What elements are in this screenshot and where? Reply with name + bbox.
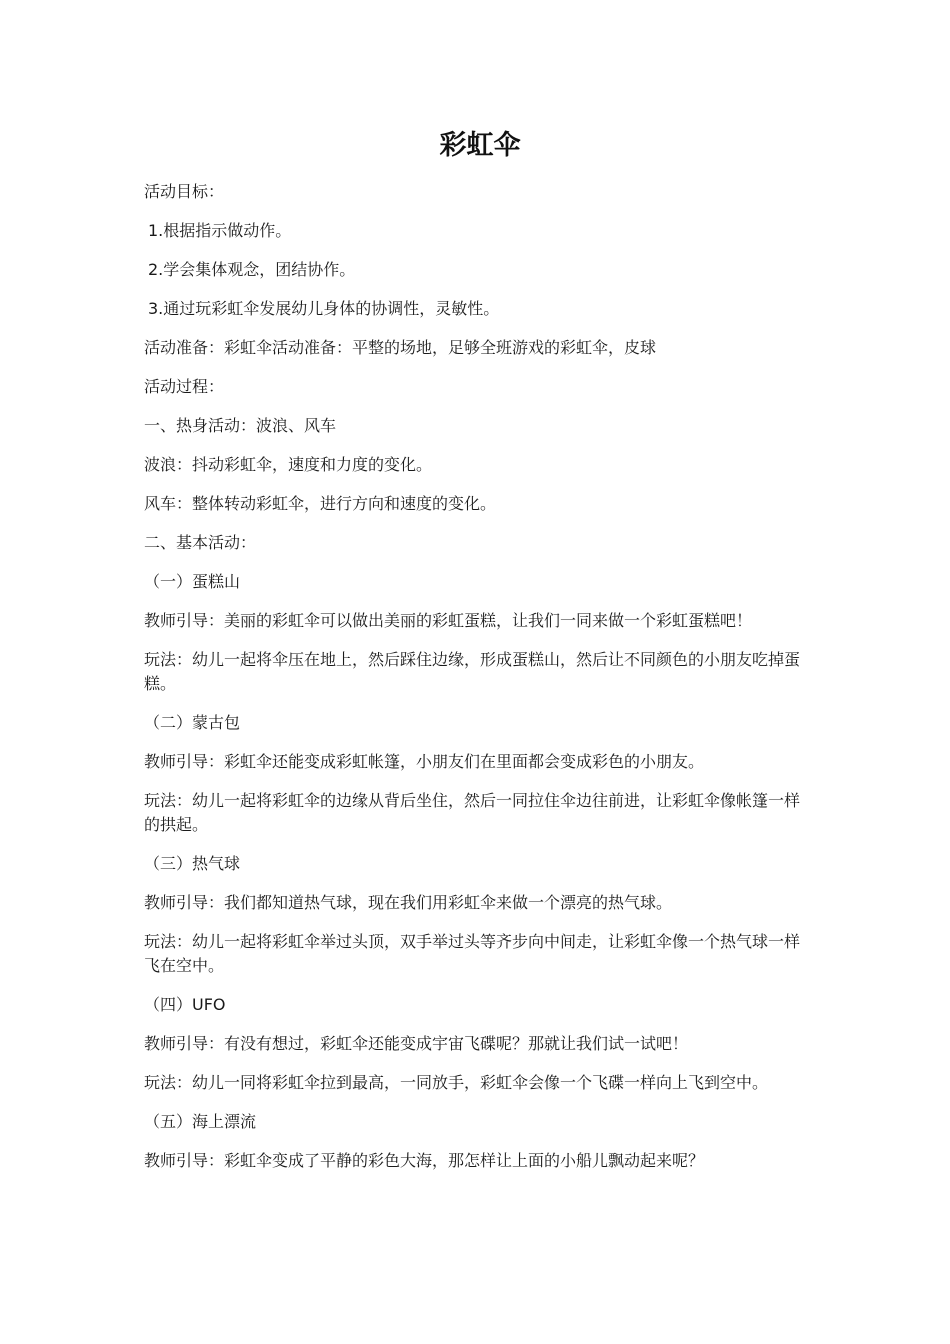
paragraph-ufo-heading: （四）UFO	[144, 995, 226, 1014]
document-title: 彩虹伞	[439, 130, 521, 161]
paragraph-cake-guide: 教师引导：美丽的彩虹伞可以做出美丽的彩虹蛋糕，让我们一同来做一个彩虹蛋糕吧！	[144, 611, 753, 630]
paragraph-balloon-heading: （三）热气球	[144, 854, 241, 873]
paragraph-rafting-guide: 教师引导：彩虹伞变成了平静的彩色大海，那怎样让上面的小船儿飘动起来呢？	[144, 1151, 705, 1170]
paragraph-cake-play: 玩法：幼儿一起将伞压在地上，然后踩住边缘，形成蛋糕山，然后让不同颜色的小朋友吃掉蛋糕。	[144, 650, 801, 693]
paragraph-warmup-heading: 一、热身活动：波浪、风车	[144, 416, 337, 435]
paragraph-balloon-play: 玩法：幼儿一起将彩虹伞举过头顶，双手举过头等齐步向中间走，让彩虹伞像一个热气球一样飞在空中。	[144, 932, 801, 975]
paragraph-ufo-play: 玩法：幼儿一同将彩虹伞拉到最高，一同放手，彩虹伞会像一个飞碟一样向上飞到空中。	[144, 1073, 769, 1092]
paragraph-rafting-heading: （五）海上漂流	[144, 1112, 257, 1131]
paragraph-yurt-heading: （二）蒙古包	[144, 713, 241, 732]
paragraph-goals-heading: 活动目标：	[144, 182, 225, 201]
paragraph-goal-1: 1.根据指示做动作。	[148, 221, 292, 240]
paragraph-preparation: 活动准备：彩虹伞活动准备：平整的场地，足够全班游戏的彩虹伞，皮球	[144, 338, 657, 357]
paragraph-wave: 波浪：抖动彩虹伞，速度和力度的变化。	[144, 455, 433, 474]
paragraph-yurt-play: 玩法：幼儿一起将彩虹伞的边缘从背后坐住，然后一同拉住伞边往前进，让彩虹伞像帐篷一样的拱起。	[144, 791, 801, 834]
document-body	[144, 180, 804, 1188]
paragraph-cake-heading: （一）蛋糕山	[144, 572, 241, 591]
paragraph-ufo-guide: 教师引导：有没有想过，彩虹伞还能变成宇宙飞碟呢？那就让我们试一试吧！	[144, 1034, 689, 1053]
paragraph-yurt-guide: 教师引导：彩虹伞还能变成彩虹帐篷，小朋友们在里面都会变成彩色的小朋友。	[144, 752, 705, 771]
paragraph-goal-3: 3.通过玩彩虹伞发展幼儿身体的协调性，灵敏性。	[148, 299, 500, 318]
paragraph-windmill: 风车：整体转动彩虹伞，进行方向和速度的变化。	[144, 494, 497, 513]
paragraph-balloon-guide: 教师引导：我们都知道热气球，现在我们用彩虹伞来做一个漂亮的热气球。	[144, 893, 673, 912]
paragraph-basic-heading: 二、基本活动：	[144, 533, 257, 552]
paragraph-process-heading: 活动过程：	[144, 377, 225, 396]
paragraph-goal-2: 2.学会集体观念，团结协作。	[148, 260, 356, 279]
